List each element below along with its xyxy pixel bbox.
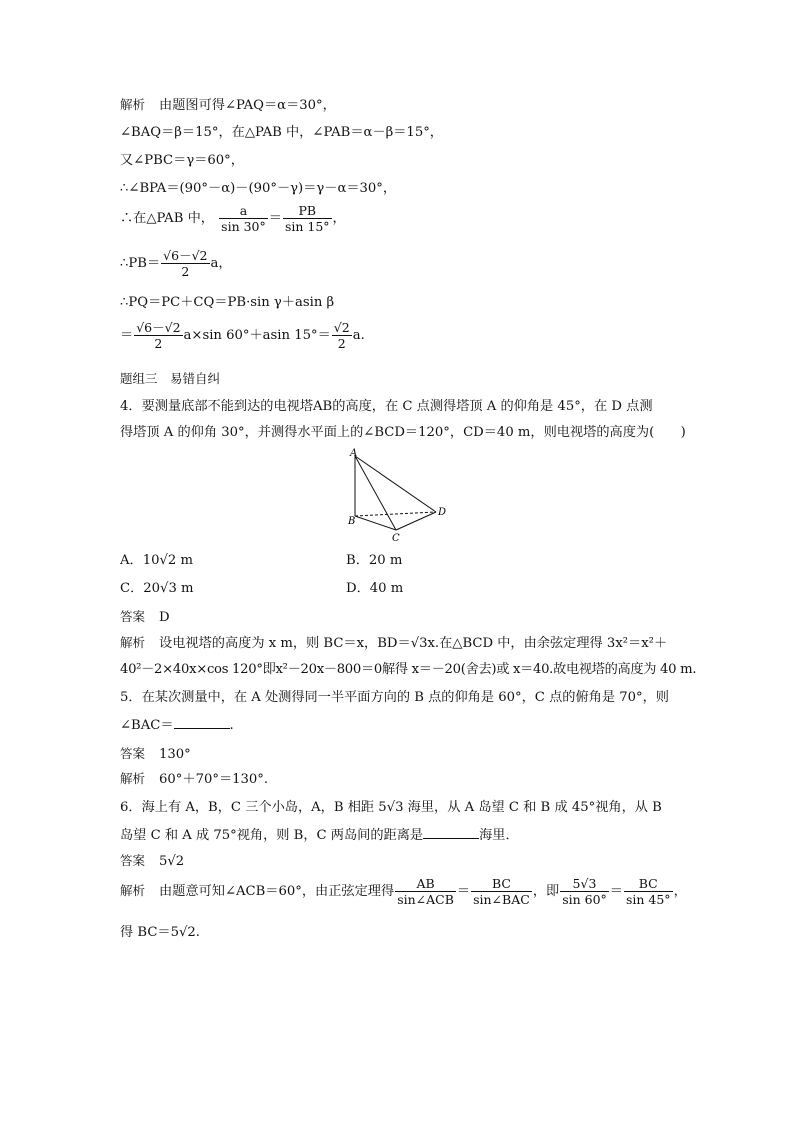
numerator: √6－√2 (136, 320, 181, 335)
numerator: √2 (333, 320, 350, 335)
denominator: 2 (181, 264, 190, 279)
text: ∴在△PAB 中， (120, 211, 214, 226)
denominator: 2 (154, 336, 163, 351)
q4-line-1: 4．要测量底部不能到达的电视塔AB的高度，在 C 点测得塔顶 A 的仰角是 45°，在 D 点测 (120, 399, 653, 414)
fraction (395, 876, 456, 907)
denominator: sin∠ACB (397, 892, 454, 907)
text: ＝ (120, 328, 134, 343)
solution-line-8 (120, 320, 365, 351)
edge-bd (355, 512, 436, 516)
solution-label: 解析 (120, 771, 146, 786)
label-b: B (348, 516, 356, 527)
solution-line-6 (120, 248, 232, 279)
denominator: sin 60° (562, 892, 607, 907)
text: ∠BAC＝ (120, 718, 174, 733)
numerator: a (219, 203, 268, 219)
numerator: AB (395, 876, 456, 892)
q6-line-2 (120, 826, 519, 845)
solution-line-4: ∴∠BPA＝(90°－α)－(90°－γ)＝γ－α＝30°， (120, 181, 397, 196)
fraction (624, 876, 673, 907)
denominator: sin∠BAC (473, 892, 530, 907)
q4-solution-1 (120, 634, 667, 653)
text: a， (210, 256, 232, 271)
q6-final: 得 BC＝5√2. (120, 925, 200, 940)
text: . (229, 718, 234, 733)
text: ，即 (532, 884, 560, 899)
answer-value: 5√2 (159, 854, 185, 869)
q6-line-1: 6．海上有 A，B，C 三个小岛，A，B 相距 5√3 海里，从 A 岛望 C 和 B 成 45°视角，从 B (120, 800, 662, 815)
text: a. (352, 328, 365, 343)
q4-solution-2: 40²－2×40x×cos 120°即x²－20x－800＝0解得 x＝－20(舍去)或 x＝40.故电视塔的高度为 40 m. (120, 662, 697, 677)
q4-line-2: 得塔顶 A 的仰角 30°，并测得水平面上的∠BCD＝120°，CD＝40 m，则电视塔的高度为( ) (120, 425, 686, 440)
numerator: PB (283, 203, 332, 219)
q5-solution (120, 770, 268, 789)
edge-cd (396, 512, 436, 530)
solution-text: 设电视塔的高度为 x m，则 BC＝x，BD＝√3x.在△BCD 中，由余弦定理得 3x²＝x²＋ (159, 636, 668, 651)
text: 由题意可知∠ACB＝60°，由正弦定理得 (159, 884, 395, 899)
solution-label: 解析 (120, 97, 146, 112)
text: 海里． (479, 828, 519, 843)
numerator: BC (471, 876, 532, 892)
option-b: B．20 m (346, 553, 403, 568)
equals: ＝ (609, 884, 623, 899)
section-title: 题组三 易错自纠 (120, 371, 221, 386)
answer-value: 130° (159, 747, 191, 762)
solution-text: 60°＋70°＝130°. (159, 772, 269, 787)
numerator: 5√3 (560, 876, 609, 892)
fraction (219, 203, 268, 234)
fraction (161, 248, 209, 279)
label-a: A (350, 448, 358, 459)
solution-line-1 (120, 96, 336, 115)
text: ∴PB＝ (120, 256, 161, 271)
denominator: sin 15° (284, 219, 330, 234)
q5-line-1: 5．在某次测量中，在 A 处测得同一半平面方向的 B 点的仰角是 60°，C 点的俯角是 70°，则 (120, 690, 669, 705)
solution-text: 由题图可得∠PAQ＝α＝30°， (159, 98, 336, 113)
solution-line-2: ∠BAQ＝β＝15°，在△PAB 中，∠PAB＝α－β＝15°， (120, 125, 443, 140)
answer-label: 答案 (120, 609, 146, 624)
text: ， (673, 884, 687, 899)
equals: ＝ (456, 884, 471, 899)
denominator: sin 30° (221, 219, 266, 234)
text: ， (332, 211, 346, 226)
q6-solution (120, 876, 687, 907)
answer-blank (174, 716, 230, 729)
fraction (560, 876, 609, 907)
solution-line-5 (120, 203, 346, 234)
q4-answer (120, 608, 170, 627)
option-c: C．20√3 m (120, 581, 194, 596)
numerator: BC (624, 876, 673, 892)
option-a: A．10√2 m (120, 553, 193, 568)
fraction (134, 320, 182, 351)
fraction (332, 320, 352, 351)
answer-label: 答案 (120, 746, 146, 761)
text: a×sin 60°＋asin 15°＝ (183, 328, 331, 343)
q5-answer (120, 745, 191, 764)
answer-value: D (159, 610, 170, 625)
label-c: C (392, 533, 400, 544)
answer-blank (423, 826, 479, 839)
solution-line-3: 又∠PBC＝γ＝60°， (120, 153, 244, 168)
q6-answer (120, 852, 184, 871)
edge-ac (355, 456, 396, 530)
equals: ＝ (268, 211, 282, 226)
fraction (471, 876, 532, 907)
solution-label: 解析 (120, 883, 146, 898)
fraction (283, 203, 332, 234)
answer-label: 答案 (120, 853, 146, 868)
label-d: D (438, 507, 447, 518)
numerator: √6－√2 (163, 248, 208, 263)
denominator: 2 (337, 336, 346, 351)
denominator: sin 45° (625, 892, 671, 907)
option-d: D．40 m (346, 581, 404, 596)
solution-line-7: ∴PQ＝PC＋CQ＝PB·sin γ＋asin β (120, 295, 335, 310)
solution-label: 解析 (120, 635, 146, 650)
q4-figure (340, 448, 452, 544)
edge-ad (355, 456, 436, 512)
q5-line-2 (120, 716, 234, 735)
text: 岛望 C 和 A 成 75°视角，则 B，C 两岛间的距离是 (120, 828, 424, 843)
